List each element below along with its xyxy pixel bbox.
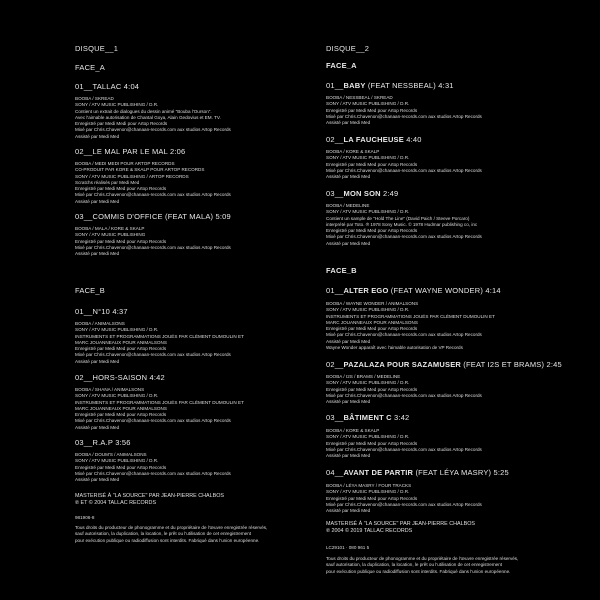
disc-2-mastering: MASTERISÉ À "LA SOURCE" PAR JEAN-PIERRE CHALBOS ℗ 2004 © 2019 TALLAC RECORDS (326, 521, 476, 534)
disc-1-face-b-track-3-title: 03__R.A.P 3:56 (75, 438, 131, 447)
disc-1-catalog-number: 981906-8 (75, 515, 95, 520)
disc-2-face-a-track-1-title: 01__BABY (FEAT NESSBEAL) 4:31 (326, 81, 454, 90)
disc-2-face-b-track-3-title: 03__BÂTIMENT C 3:42 (326, 413, 410, 422)
disc-1-legal-notice: Tous droits du producteur de phonogramme et du propriétaire de l'œuvre enregistrée réservés, sauf autorisation, la duplication, la location, le prêt ou l'utilisation de cet enregistrement pour exécution publique ou radiodiffusion sont interdits. Fabriqué dans l'union européenne. (75, 525, 268, 543)
disc-1-face-a-title: FACE_A (75, 63, 105, 72)
disc-1-face-b-track-1-credits: BOOBA / ANIMALSONS SONY / ATV MUSIC PUBLISHING / D.R. INSTRUMENTS ET PROGRAMMATIONS JOUÉS PAR CLÉMENT DUMOULIN ET MARC JOUANNEAUX POUR ANIMALSONS Enregistré par Medi Med pour Artop Records Mixé par Chris.Chavenon@chanaan-records.com aux studios Artop Records Assisté par Medi Med (75, 321, 244, 364)
disc-2-face-b-track-4-credits: BOOBA / LÉYA MASRY / FOUR TRACKS SONY / ATV MUSIC PUBLISHING / D.R. Enregistré par Medi Med pour Artop Records Mixé par Chris.Chavenon@chanaan-records.com aux studios Artop Records Assisté par Medi Med (326, 483, 482, 514)
disc-1-face-b-track-2-credits: BOOBA / SHANA / ANIMALSONS SONY / ATV MUSIC PUBLISHING / D.R. INSTRUMENTS ET PROGRAMMATIONS JOUÉS PAR CLÉMENT DUMOULIN ET MARC JOUANNEAUX POUR ANIMALSONS Enregistré par Medi Med pour Artop Records Mixé par Chris.Chavenon@chanaan-records.com aux studios Artop Records Assisté par Medi Med (75, 387, 244, 430)
disc-2-face-b-track-1-credits: BOOBA / WAYNE WONDER / ANIMALSONS SONY / ATV MUSIC PUBLISHING / D.R. INSTRUMENTS ET PROGRAMMATIONS JOUÉS PAR CLÉMENT DUMOULIN ET MARC JOUANNEAUX POUR ANIMALSONS Enregistré par Medi Med pour Artop Records Mixé par Chris.Chavenon@chanaan-records.com aux studios Artop Records Assisté par Medi Med Wayne Wonder apparaît avec l'aimable autorisation de VP Records (326, 301, 495, 351)
disc-2-face-a-track-2-title: 02__LA FAUCHEUSE 4:40 (326, 135, 422, 144)
disc-2-face-b-track-3-credits: BOOBA / KORE & SKALP SONY / ATV MUSIC PUBLISHING / D.R. Enregistré par Medi Med pour Artop Records Mixé par Chris.Chavenon@chanaan-records.com aux studios Artop Records Assisté par Medi Med (326, 428, 482, 459)
disc-2-face-b-title: FACE_B (326, 266, 357, 275)
disc-2-face-a-track-1-credits: BOOBA / NESSBEAL / SKREAD SONY / ATV MUSIC PUBLISHING / D.R. Enregistré par Medi Med pour Artop Records Mixé par Chris.Chavenon@chanaan-records.com aux studios Artop Records Assisté par Medi Med (326, 95, 482, 126)
disc-1-face-a-track-2-title: 02__LE MAL PAR LE MAL 2:06 (75, 147, 186, 156)
disc-2-catalog-number: LC29101 · 080 961 5 (326, 545, 370, 550)
disc-1-face-a-track-2-credits: BOOBA / MEDI MEDI POUR ARTOP RECORDS CO-PRODUIT PAR KORE & SKALP POUR ARTOP RECORDS SONY / ATV MUSIC PUBLISHING / ARTOP RECORDS Scratchs réalisés par Medi Med Enregistré par Medi Med pour Artop Records Mixé par Chris.Chavenon@chanaan-records.com aux studios Artop Records Assisté par Medi Med (75, 161, 231, 204)
disc-2-face-a-track-2-credits: BOOBA / KORE & SKALP SONY / ATV MUSIC PUBLISHING / D.R. Enregistré par Medi Med pour Artop Records Mixé par Chris.Chavenon@chanaan-records.com aux studios Artop Records Assisté par Medi Med (326, 149, 482, 180)
disc-2-face-b-track-4-title: 04__AVANT DE PARTIR (FEAT LÉYA MASRY) 5:25 (326, 468, 509, 477)
disc-1-face-b-title: FACE_B (75, 286, 105, 295)
disc-1-face-b-track-1-title: 01__N°10 4:37 (75, 307, 128, 316)
disc-1-face-b-track-3-credits: BOOBA / DOUM'S / ANIMALSONS SONY / ATV MUSIC PUBLISHING / D.R. Enregistré par Medi Med pour Artop Records Mixé par Chris.Chavenon@chanaan-records.com aux studios Artop Records Assisté par Medi Med (75, 452, 231, 483)
disc-2-face-b-track-2-credits: BOOBA / I2S / BRAMS / MEDELINE SONY / ATV MUSIC PUBLISHING / D.R. Enregistré par Medi Med pour Artop Records Mixé par Chris.Chavenon@chanaan-records.com aux studios Artop Records Assisté par Medi Med (326, 374, 482, 405)
disc-2-title: DISQUE__2 (326, 44, 370, 53)
disc-2-face-b-track-1-title: 01__ALTER EGO (FEAT WAYNE WONDER) 4:14 (326, 286, 501, 295)
disc-1-face-a-track-3-title: 03__COMMIS D'OFFICE (FEAT MALA) 5:09 (75, 212, 231, 221)
disc-1-face-a-track-3-credits: BOOBA / MALA / KORE & SKALP SONY / ATV MUSIC PUBLISHING Enregistré par Medi Med pour Artop Records Mixé par Chris.Chavenon@chanaan-records.com aux studios Artop Records Assisté par Medi Med (75, 226, 231, 257)
disc-2-face-a-track-3-title: 03__MON SON 2:49 (326, 189, 399, 198)
disc-1-face-b-track-2-title: 02__HORS-SAISON 4:42 (75, 373, 165, 382)
disc-1-title: DISQUE__1 (75, 44, 119, 53)
disc-1-face-a-track-1-credits: BOOBA / SKREAD SONY / ATV MUSIC PUBLISHING / D.R. Contient un extrait de dialogues du dessin animé "Bouba l'Ourson". Avec l'aimable autorisation de Chantal Goya, Alain Gedovius et EM. TV. Enregistré par Medi Medi pour Artop Records Mixé par Chris.Chavenon@chanaan-records.com aux studios Artop Records Assisté par Medi Med (75, 96, 231, 139)
disc-2-face-a-title: FACE_A (326, 61, 357, 70)
disc-1-mastering: MASTERISÉ À "LA SOURCE" PAR JEAN-PIERRE CHALBOS ℗ ET © 2004 TALLAC RECORDS (75, 493, 225, 506)
disc-2-face-b-track-2-title: 02__PAZALAZA POUR SAZAMUSER (FEAT I2S ET BRAMS) 2:45 (326, 360, 562, 369)
disc-2-face-a-track-3-credits: BOOBA / MEDELINE SONY / ATV MUSIC PUBLISHING / D.R. Contient un sample de "Hold The Line" (David Paich / Steeve Porcaro) interprété par Toto. ℗ 1978 Sony Music. © 1978 Hudmar publishing co, inc Enregistré par Medi Med pour Artop Records Mixé par Chris.Chavenon@chanaan-records.com aux studios Artop Records Assisté par Medi Med (326, 203, 482, 246)
disc-2-legal-notice: Tous droits du producteur de phonogramme et du propriétaire de l'œuvre enregistrée réservés, sauf autorisation, la duplication, la location, le prêt ou l'utilisation de cet enregistrement pour exécution publique ou radiodiffusion sont interdits. Fabriqué dans l'union européenne. (326, 556, 519, 574)
disc-1-face-a-track-1-title: 01__TALLAC 4:04 (75, 82, 140, 91)
